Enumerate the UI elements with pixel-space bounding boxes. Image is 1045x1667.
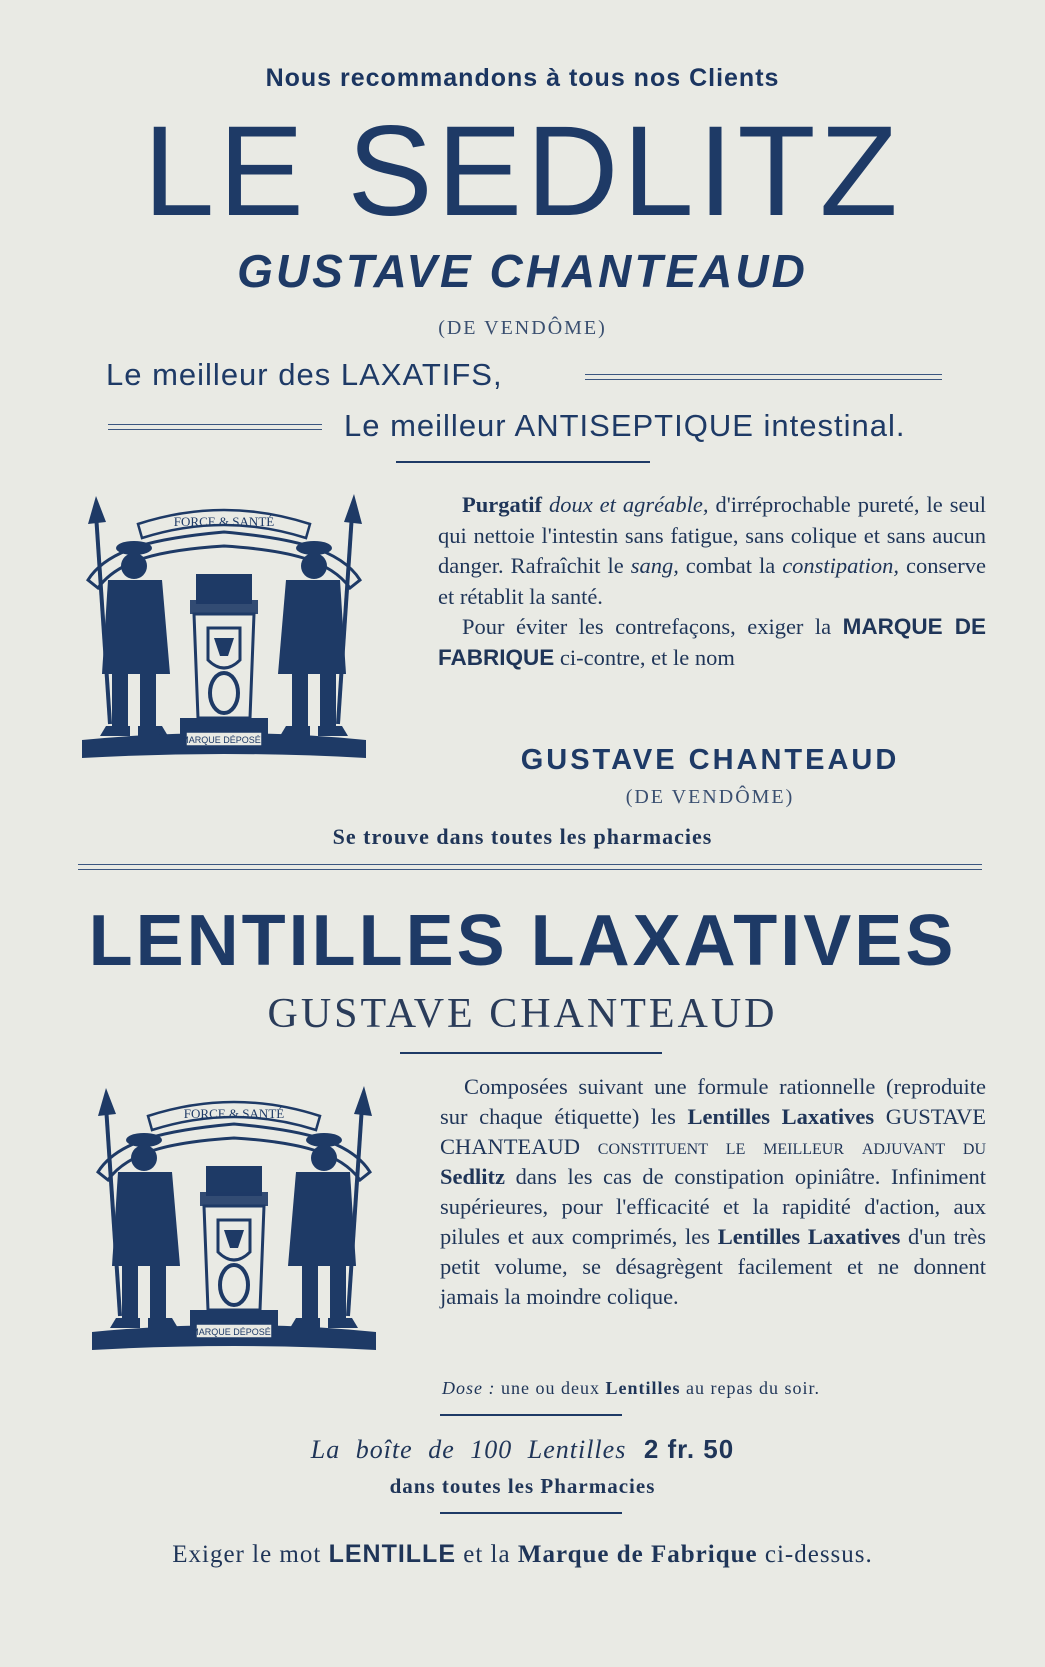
emblem-plaque-text: MARQUE DÉPOSÉE: [181, 735, 267, 745]
price-amount: 2 fr. 50: [643, 1434, 735, 1464]
footer-text-2: et la: [456, 1541, 518, 1568]
section-divider: [78, 864, 982, 870]
antiseptique-line: [344, 408, 905, 444]
recommend-line: Nous recommandons à tous nos Clients: [265, 64, 780, 92]
lent-text-4: d'un très petit volume, se désagrègent facilement et ne donnent jamais la moindre colique.: [440, 1224, 986, 1309]
antiseptique-strong: ANTISEPTIQUE: [514, 408, 754, 443]
marque-strong: MARQUE DE FABRIQUE: [438, 614, 986, 670]
trademark-emblem-2: [78, 1078, 390, 1396]
available-line: Se trouve dans toutes les pharmacies: [332, 824, 713, 849]
dose-label: Dose :: [442, 1378, 496, 1398]
sang-italic: sang,: [630, 553, 679, 578]
signature-name: GUSTAVE CHANTEAUD: [520, 744, 900, 776]
emblem-plaque-text: MARQUE DÉPOSÉE: [191, 1327, 277, 1337]
lentilles-title: LENTILLES LAXATIVES: [88, 901, 957, 981]
footer-strong-2: Marque de Fabrique: [517, 1541, 758, 1568]
lent-text-3: dans les cas de constipation opiniâtre. Infiniment supérieures, pour l'efficacité et la rapidité d'action, aux pilules et aux comprimés, les: [440, 1164, 986, 1249]
footer-text-3: ci-dessus.: [757, 1541, 873, 1568]
trademark-emblem-1: [68, 488, 380, 802]
desc-text-3: conserve et rétablit la santé.: [438, 553, 986, 609]
price-text: La boîte de 100 Lentilles: [310, 1435, 627, 1464]
lent-strong-sedlitz: Sedlitz: [440, 1164, 505, 1189]
dose-line: [442, 1378, 988, 1399]
signature-origin: (DE VENDÔME): [625, 786, 795, 808]
sedlitz-title: LE SEDLITZ: [143, 100, 902, 243]
divider-short-4: [440, 1512, 622, 1514]
desc-text-4: Pour éviter les contrefaçons, exiger la: [462, 614, 843, 639]
dose-text-2: au repas du soir.: [680, 1378, 820, 1398]
antiseptique-prefix: Le meilleur: [344, 408, 515, 443]
constipation-italic: constipation,: [782, 553, 900, 578]
desc-text-5: ci-contre, et le nom: [554, 644, 735, 670]
price-where: dans toutes les Pharmacies: [389, 1474, 656, 1498]
sedlitz-description: [438, 490, 986, 673]
lent-text-1: Composées suivant une formule rationnelle (reproduite sur chaque étiquette) les: [440, 1074, 986, 1129]
antiseptique-suffix: intestinal.: [753, 408, 906, 443]
laxatifs-strong: LAXATIFS,: [340, 357, 503, 392]
lent-strong-1: Lentilles Laxatives: [687, 1104, 875, 1129]
emblem-banner-text: FORCE & SANTÉ: [183, 1106, 285, 1121]
laxatifs-prefix: Le meilleur des: [106, 357, 341, 392]
divider-short-1: [396, 461, 650, 463]
lentilles-description: [440, 1072, 986, 1312]
footer-text-1: Exiger le mot: [172, 1541, 329, 1568]
divider-short-3: [440, 1414, 622, 1416]
desc-text-2: combat la: [678, 553, 783, 578]
price-line: [0, 1434, 1045, 1465]
purgatif-strong: Purgatif: [462, 492, 542, 517]
lent-text-2: GUSTAVE CHANTEAUD constituent le meilleur adjuvant du: [440, 1104, 986, 1159]
divider-short-2: [400, 1052, 662, 1054]
dose-strong: Lentilles: [605, 1378, 681, 1398]
antiseptique-rule: [108, 424, 322, 430]
footer-line: [0, 1540, 1045, 1569]
lentilles-brand: GUSTAVE CHANTEAUD: [267, 991, 778, 1037]
doux-italic: doux et agréable,: [541, 492, 709, 517]
footer-strong-1: LENTILLE: [328, 1540, 456, 1568]
sedlitz-brand: GUSTAVE CHANTEAUD: [237, 245, 808, 297]
laxatifs-line: [106, 357, 503, 393]
emblem-banner-text: FORCE & SANTÉ: [173, 514, 275, 529]
sedlitz-origin: (DE VENDÔME): [438, 317, 607, 339]
lent-strong-2: Lentilles Laxatives: [717, 1224, 901, 1249]
dose-text-1: une ou deux: [495, 1378, 606, 1398]
desc-text-1: d'irréprochable pureté, le seul qui nettoie l'intestin sans fatigue, sans colique et sans aucun danger. Rafraîchit le: [438, 492, 986, 578]
laxatifs-rule: [585, 374, 942, 380]
